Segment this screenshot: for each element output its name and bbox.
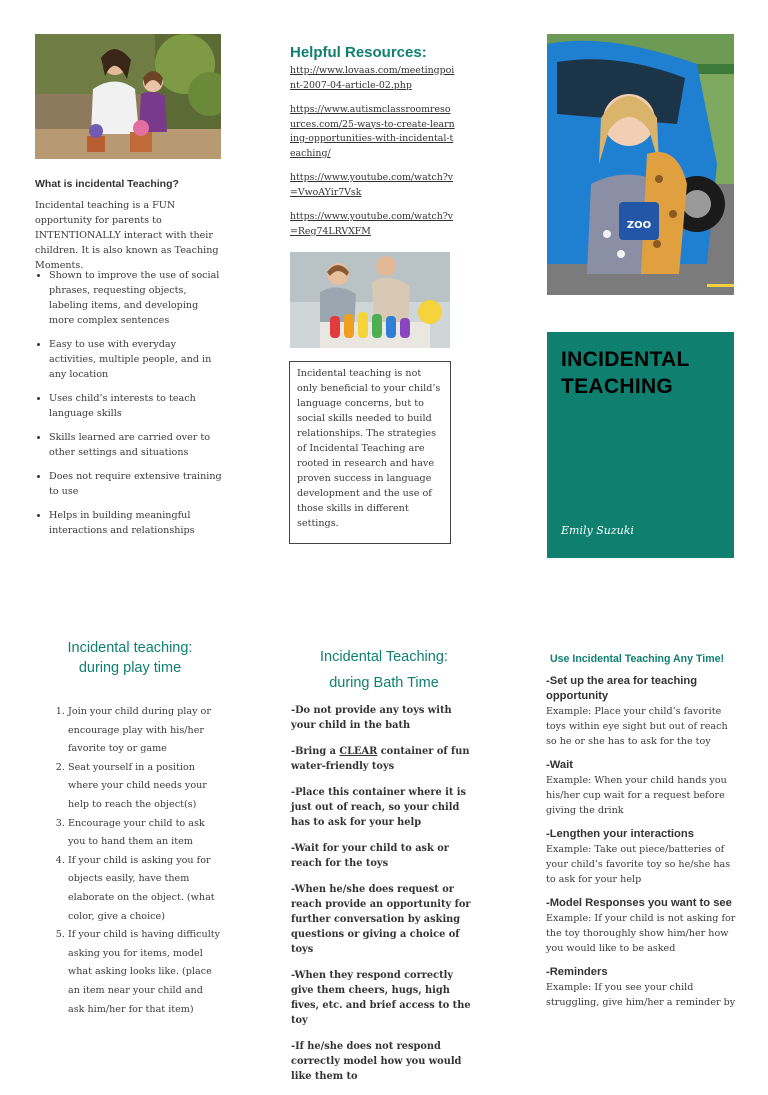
strategy-title: -Set up the area for teaching opportunity bbox=[546, 675, 698, 702]
cover-title-block bbox=[547, 332, 734, 558]
strategy-title: -Lengthen your interactions bbox=[546, 828, 694, 840]
strategy-title: -Reminders bbox=[546, 966, 608, 978]
list-item: • Skills learned are carried over to other settings and situations bbox=[49, 430, 225, 460]
list-item: 1. Join your child during play or encourage play with his/her favorite toy or game bbox=[68, 703, 222, 759]
mother-child-gardening-photo bbox=[35, 34, 221, 159]
resources-heading: Helpful Resources: bbox=[290, 44, 427, 61]
cover-author: Emily Suzuki bbox=[561, 524, 634, 537]
list-item: • Easy to use with everyday activities, multiple people, and in any location bbox=[49, 337, 225, 382]
bath-heading-line2: during Bath Time bbox=[329, 675, 439, 691]
bring-suffix: container of fun water-friendly toys bbox=[291, 746, 470, 772]
intro-paragraph: Incidental teaching is a FUN opportunity for parents to INTENTIONALLY interact with their children. It is also known as Teaching Moments. bbox=[35, 200, 219, 271]
list-item: -When he/she does request or reach provide an opportunity for further conversation by asking questions or giving a choice of toys bbox=[291, 884, 471, 955]
list-item: -Do not provide any toys with your child in the bath bbox=[291, 705, 452, 731]
list-item: 3. Encourage your child to ask you to hand them an item bbox=[68, 815, 222, 852]
cover-title-line1: INCIDENTAL bbox=[561, 348, 690, 371]
list-item: -Wait for your child to ask or reach for the toys bbox=[291, 843, 449, 869]
strategy-example: Example: Place your child’s favorite toys within eye sight but out of reach so he or she has to ask for the toy bbox=[546, 706, 728, 747]
resource-link[interactable]: https://www.autismclassroomresources.com/25-ways-to-create-learning-opportunities-with-incidental-teaching/ bbox=[290, 104, 455, 159]
play-heading bbox=[35, 638, 225, 678]
anytime-heading: Use Incidental Teaching Any Time! bbox=[550, 653, 725, 665]
list-item: 5. If your child is having difficulty asking you for items, model what asking looks like. (place an item near your child and ask him/her for that item) bbox=[68, 926, 222, 1019]
strategy-example: Example: When your child hands you his/her cup wait for a request before giving the drink bbox=[546, 775, 727, 816]
play-heading-line2: during play time bbox=[78, 660, 182, 676]
list-item bbox=[546, 965, 736, 1010]
benefits-box: Incidental teaching is not only beneficial to your child’s language concerns, but to social skills needed to build relationships. The strategies of Incidental Teaching are rooted in research and have proven success in language development and the use of those skills in different settings. bbox=[289, 361, 451, 544]
list-item: • Uses child’s interests to teach language skills bbox=[49, 391, 225, 421]
list-item bbox=[546, 674, 736, 749]
list-item: • Shown to improve the use of social phrases, requesting objects, labeling items, and developing more complex sentences bbox=[49, 268, 225, 328]
list-item bbox=[291, 744, 475, 774]
list-item: 2. Seat yourself in a position where your child needs your help to reach the object(s) bbox=[68, 759, 222, 815]
bring-prefix: -Bring a bbox=[291, 746, 340, 757]
play-steps bbox=[50, 703, 222, 1019]
list-item: • Helps in building meaningful interactions and relationships bbox=[49, 508, 225, 538]
list-item: • Does not require extensive training to use bbox=[49, 469, 225, 499]
section-question: What is incidental Teaching? bbox=[35, 178, 179, 190]
play-heading-line1: Incidental teaching: bbox=[67, 640, 193, 656]
cover-title-line2: TEACHING bbox=[561, 375, 674, 398]
bath-heading-line1: Incidental Teaching: bbox=[320, 649, 448, 665]
shirt-logo-text: ZOO bbox=[626, 220, 652, 231]
list-item: -If he/she does not respond correctly model how you would like them to bbox=[291, 1041, 462, 1082]
benefits-list bbox=[35, 268, 225, 547]
bath-heading bbox=[290, 644, 478, 696]
child-playing-toys-photo bbox=[290, 252, 450, 348]
list-item: -When they respond correctly give them cheers, hugs, high fives, etc. and brief access to the toy bbox=[291, 970, 471, 1026]
strategy-example: Example: If your child is not asking for the toy thoroughly show him/her how you would like to be asked bbox=[546, 913, 736, 954]
anytime-items bbox=[546, 674, 736, 1019]
list-item: 4. If your child is asking you for objects easily, have them elaborate on the object. (what color, give a choice) bbox=[68, 852, 222, 926]
strategy-example: Example: If you see your child struggling, give him/her a reminder by bbox=[546, 982, 736, 1008]
clear-emphasis: CLEAR bbox=[339, 746, 378, 757]
list-item bbox=[546, 827, 736, 887]
girl-with-giraffe-photo bbox=[547, 34, 734, 295]
resource-link[interactable]: https://www.youtube.com/watch?v=Reg74LRVXFM bbox=[290, 211, 454, 237]
strategy-title: -Wait bbox=[546, 759, 573, 771]
list-item bbox=[546, 758, 736, 818]
list-item: -Place this container where it is just out of reach, so your child has to ask for your help bbox=[291, 787, 467, 828]
bath-items bbox=[291, 703, 475, 1095]
resource-link[interactable]: https://www.youtube.com/watch?v=VwoAYir7Vsk bbox=[290, 172, 454, 198]
resource-link[interactable]: http://www.lovaas.com/meetingpoint-2007-04-article-02.php bbox=[290, 65, 455, 91]
strategy-title: -Model Responses you want to see bbox=[546, 897, 732, 909]
strategy-example: Example: Take out piece/batteries of your child’s favorite toy so he/she has to ask for your help bbox=[546, 844, 731, 885]
resources-links bbox=[290, 64, 456, 249]
list-item bbox=[546, 896, 736, 956]
